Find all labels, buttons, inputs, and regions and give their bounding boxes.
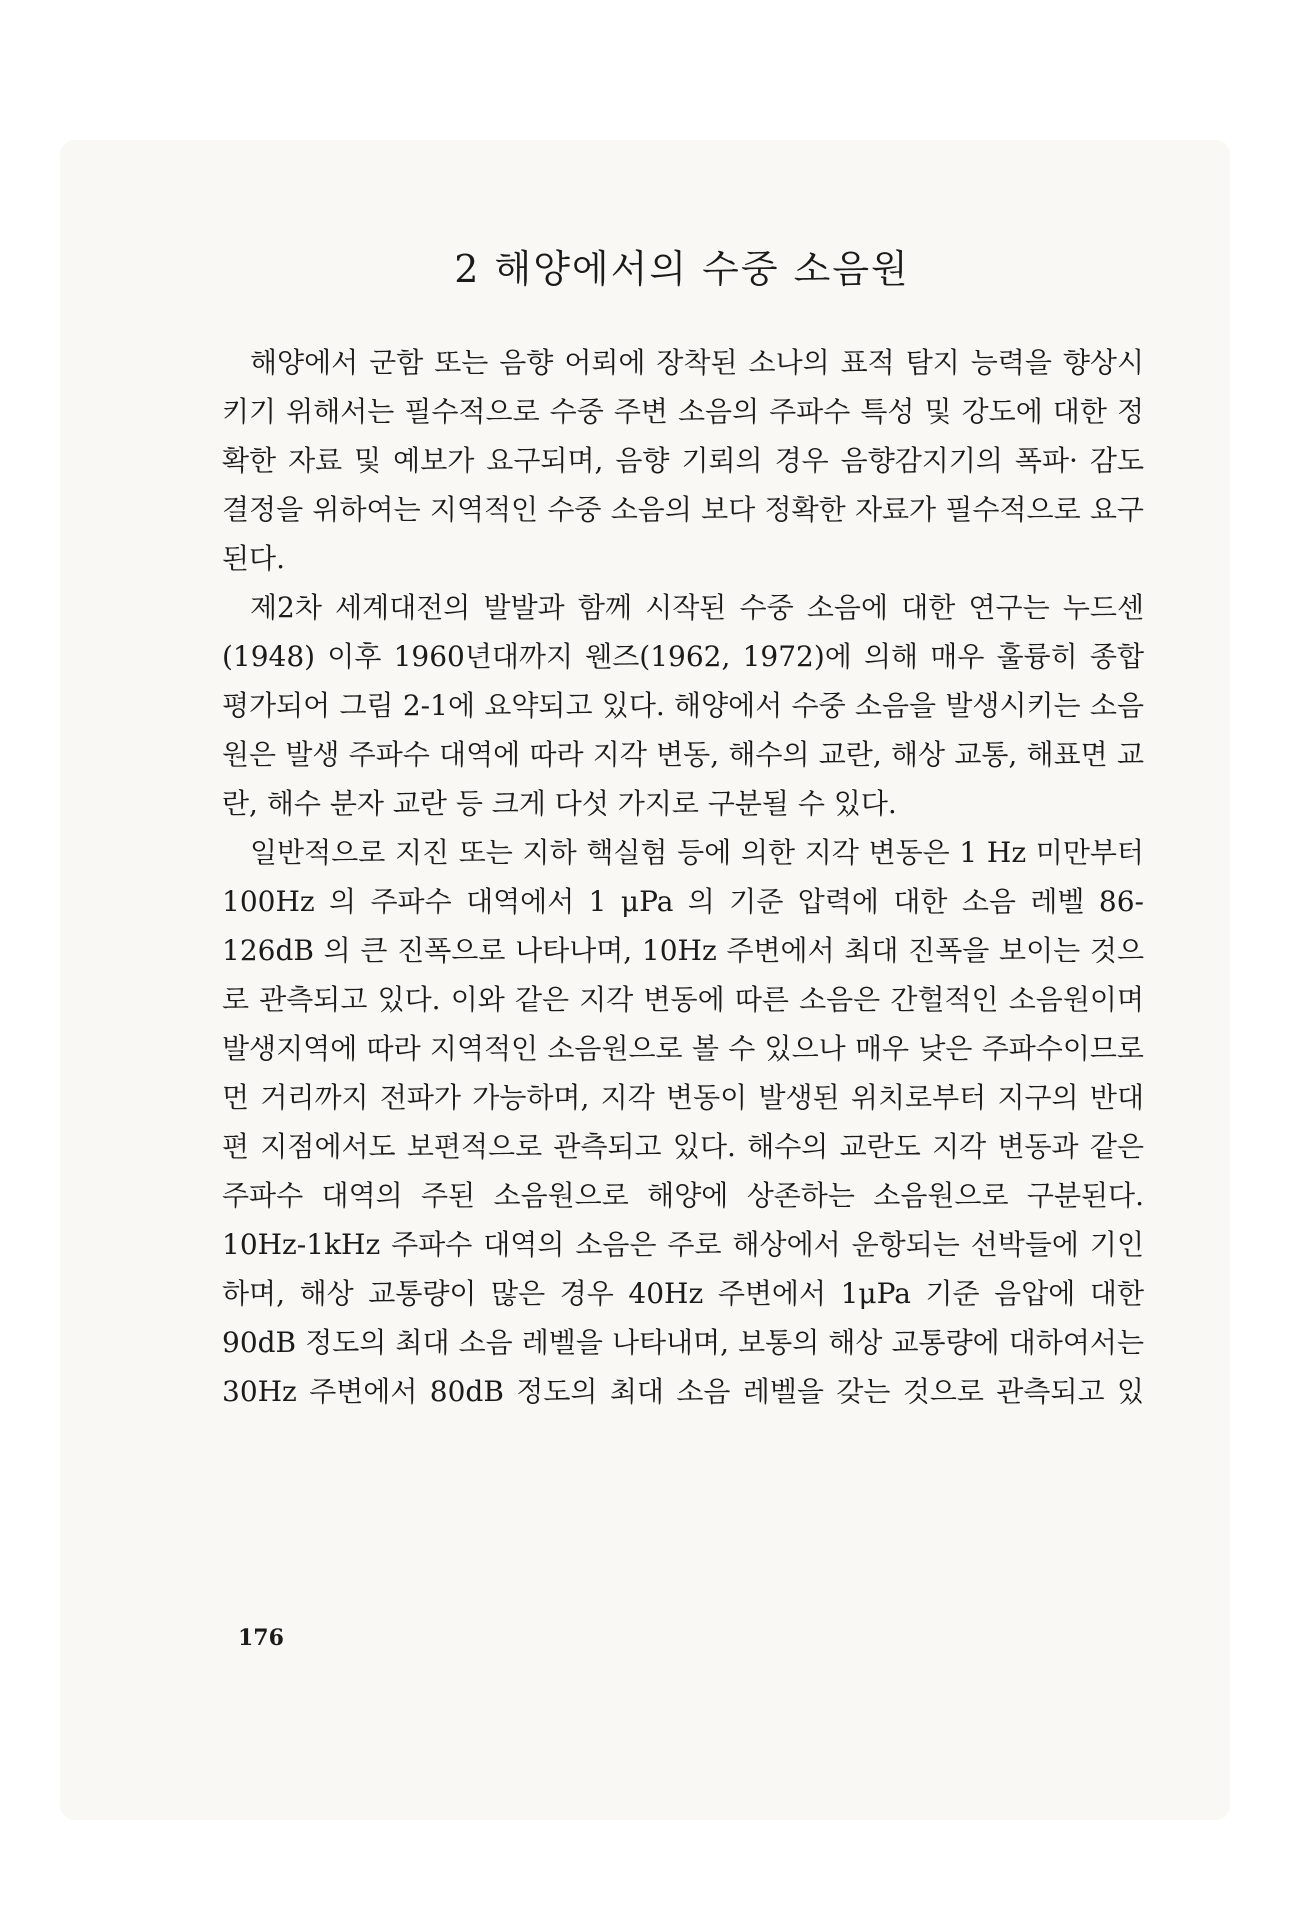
page-number: 176 xyxy=(238,1625,284,1651)
paragraph: 해양에서 군함 또는 음향 어뢰에 장착된 소나의 표적 탐지 능력을 향상시키기 위해서는 필수적으로 수중 주변 소음의 주파수 특성 및 강도에 대한 정확한 자료 및 예보가 요구되며, 음향 기뢰의 경우 음향감지기의 폭파· 감도 결정을 위하여는 지역적인 수중 소음의 보다 정확한 자료가 필수적으로 요구된다. xyxy=(222,346,1144,575)
paragraph: 제2차 세계대전의 발발과 함께 시작된 수중 소음에 대한 연구는 누드센(1948) 이후 1960년대까지 웬즈(1962, 1972)에 의해 매우 훌륭히 종합 평가되어 그림 2-1에 요약되고 있다. 해양에서 수중 소음을 발생시키는 소음원은 발생 주파수 대역에 따라 지각 변동, 해수의 교란, 해상 교통, 해표면 교란, 해수 분자 교란 등 크게 다섯 가지로 구분될 수 있다. xyxy=(222,591,1144,820)
section-title: 2 해양에서의 수중 소음원 xyxy=(454,247,910,291)
body-text xyxy=(222,338,1144,1416)
paragraph: 일반적으로 지진 또는 지하 핵실험 등에 의한 지각 변동은 1 Hz 미만부터 100Hz 의 주파수 대역에서 1 μPa 의 기준 압력에 대한 소음 레벨 86-126dB 의 큰 진폭으로 나타나며, 10Hz 주변에서 최대 진폭을 보이는 것으로 관측되고 있다. 이와 같은 지각 변동에 따른 소음은 간헐적인 소음원이며 발생지역에 따라 지역적인 소음원으로 볼 수 있으나 매우 낮은 주파수이므로 먼 거리까지 전파가 가능하며, 지각 변동이 발생된 위치로부터 지구의 반대편 지점에서도 보편적으로 관측되고 있다. 해수의 교란도 지각 변동과 같은 주파수 대역의 주된 소음원으로 해양에 상존하는 소음원으로 구분된다. 10Hz-1kHz 주파수 대역의 소음은 주로 해상에서 운항되는 선박들에 기인하며, 해상 교통량이 많은 경우 40Hz 주변에서 1μPa 기준 음압에 대한 90dB 정도의 최대 소음 레벨을 나타내며, 보통의 해상 교통량에 대하여서는 30Hz 주변에서 80dB 정도의 최대 소음 레벨을 갖는 것으로 관측되고 있 xyxy=(222,836,1144,1408)
